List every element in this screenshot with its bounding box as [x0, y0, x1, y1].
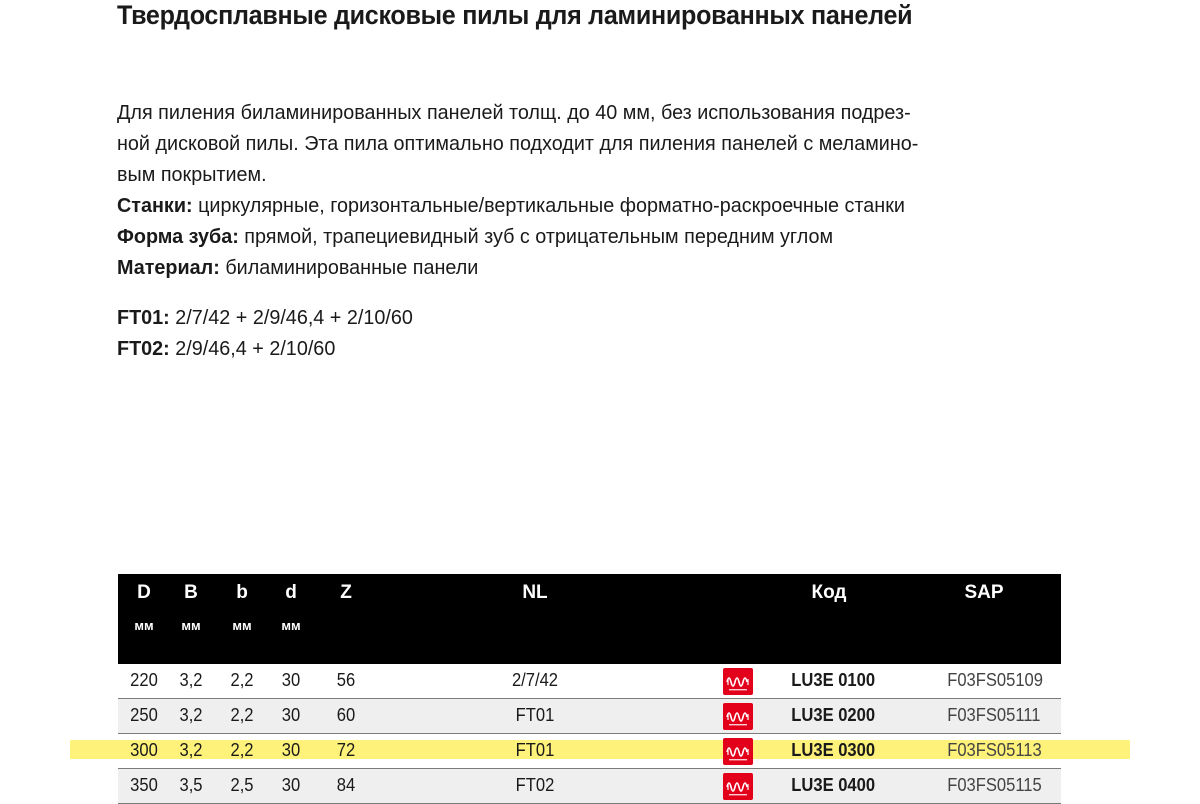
table-row — [118, 734, 1061, 769]
header-sap: SAP — [964, 582, 1004, 603]
cell-sap: F03FS05115 — [947, 775, 1042, 795]
cell-b: 3,2 — [179, 705, 203, 725]
machines-text: циркулярные, горизонтальные/вертикальные форматно-раскроечные станки — [192, 194, 905, 217]
description-line: Для пиления биламинированных панелей толщ. до 40 мм, без использования подрез- — [117, 101, 911, 124]
header-B: B — [184, 582, 198, 603]
cell-d: 30 — [281, 775, 301, 795]
cell-code: LU3E 0100 — [791, 670, 876, 690]
cell-b: 2,2 — [230, 670, 254, 690]
machines-line — [117, 190, 1024, 221]
cell-d: 350 — [130, 775, 158, 795]
material-line — [117, 252, 1024, 283]
unit-D: мм — [134, 618, 154, 633]
table-header — [118, 574, 1061, 664]
cell-nl: FT02 — [515, 775, 555, 795]
table-row — [118, 769, 1061, 804]
ft01-line — [117, 302, 413, 333]
tooth-label: Форма зуба: — [117, 225, 239, 248]
ft01-text: 2/7/42 + 2/9/46,4 + 2/10/60 — [169, 306, 413, 329]
ft02-text: 2/9/46,4 + 2/10/60 — [169, 337, 336, 360]
anti-vibration-icon — [723, 668, 753, 695]
tooth-text: прямой, трапециевидный зуб с отрицательным передним углом — [238, 225, 834, 248]
anti-vibration-icon — [723, 703, 753, 730]
table-row — [118, 699, 1061, 734]
cell-b: 3,5 — [179, 775, 203, 795]
tooth-line — [117, 221, 1024, 252]
cell-nl: 2/7/42 — [511, 670, 559, 690]
description — [117, 97, 1024, 283]
ft02-line — [117, 333, 413, 364]
ft02-label: FT02: — [117, 337, 170, 360]
cell-code: LU3E 0200 — [791, 705, 876, 725]
machines-label: Станки: — [117, 194, 193, 217]
anti-vibration-icon — [723, 738, 753, 765]
cell-d: 250 — [130, 705, 158, 725]
unit-B: мм — [181, 618, 201, 633]
header-Z: Z — [340, 582, 352, 603]
cell-z: 56 — [336, 670, 356, 690]
anti-vibration-icon — [723, 773, 753, 800]
header-code: Код — [811, 582, 847, 603]
cell-z: 72 — [336, 740, 356, 760]
cell-d: 220 — [130, 670, 158, 690]
tooth-configurations — [117, 302, 413, 364]
cell-z: 84 — [336, 775, 356, 795]
header-NL: NL — [522, 582, 548, 603]
cell-sap: F03FS05113 — [947, 740, 1042, 760]
cell-b: 3,2 — [179, 670, 203, 690]
cell-nl: FT01 — [515, 705, 555, 725]
cell-b: 2,5 — [230, 775, 254, 795]
unit-b: мм — [232, 618, 252, 633]
page-title: Твердосплавные дисковые пилы для ламинированных панелей — [117, 0, 913, 30]
header-b: b — [236, 582, 248, 603]
product-table — [118, 574, 1061, 804]
material-text: биламинированные панели — [219, 256, 479, 279]
material-label: Материал: — [117, 256, 220, 279]
cell-b: 2,2 — [230, 740, 254, 760]
cell-nl: FT01 — [515, 740, 555, 760]
cell-d: 30 — [281, 670, 301, 690]
cell-code: LU3E 0400 — [791, 775, 876, 795]
cell-sap: F03FS05111 — [947, 705, 1041, 725]
unit-d: мм — [281, 618, 301, 633]
table-row — [118, 664, 1061, 699]
cell-b: 2,2 — [230, 705, 254, 725]
cell-sap: F03FS05109 — [947, 670, 1043, 690]
cell-b: 3,2 — [179, 740, 203, 760]
cell-d: 30 — [281, 740, 301, 760]
cell-z: 60 — [336, 705, 356, 725]
cell-d: 30 — [281, 705, 301, 725]
description-line: ной дисковой пилы. Эта пила оптимально подходит для пиления панелей с меламино- — [117, 132, 919, 155]
description-line: вым покрытием. — [117, 163, 267, 186]
header-d: d — [285, 582, 297, 603]
cell-code: LU3E 0300 — [791, 740, 876, 760]
ft01-label: FT01: — [117, 306, 170, 329]
header-D: D — [137, 582, 151, 603]
table-body — [118, 664, 1061, 804]
cell-d: 300 — [130, 740, 158, 760]
